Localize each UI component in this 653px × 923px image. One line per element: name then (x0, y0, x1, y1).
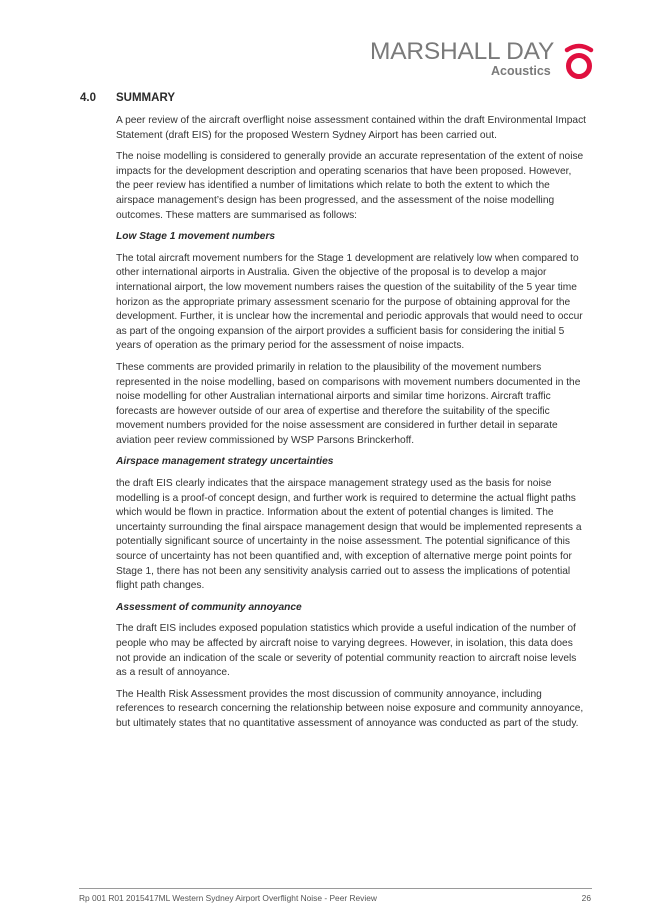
logo-subtitle: Acoustics (491, 64, 551, 78)
logo-wordmark: MARSHALL DAY (370, 38, 555, 65)
paragraph: The total aircraft movement numbers for the Stage 1 development are relatively low when compared to other international airports in Australia. Given the objective of the proposal is to develop a major international airport, the low movement numbers raises the question of the suitability of the 5 year time horizon as the appropriate primary assessment scenario for the purpose of obtaining approval for the development. Further, it is unclear how the incremental and periodic approvals that would need to occur as part of the ongoing expansion of the airport provides a sufficient basis for considering the initial 5 years of operation as the primary period for the assessment of noise impacts. (116, 252, 583, 352)
subheading: Low Stage 1 movement numbers (116, 231, 276, 243)
paragraph: The noise modelling is considered to generally provide an accurate representation of the extent of noise impacts for the development description and operating scenarios that have been proposed. However, the peer review has identified a number of limitations which relate to both the extent to which the airspace management’s design has been progressed, and the assessment of the noise modelling outcomes. These matters are summarised as follows: (116, 151, 584, 221)
footer-reference: Rp 001 R01 2015417ML Western Sydney Airport Overflight Noise - Peer Review (79, 893, 377, 903)
paragraph: The draft EIS includes exposed population statistics which provide a useful indication of the number of people who may be affected by aircraft noise to varying degrees. However, in isolation, this data does not provide an indication of the scale or severity of potential community reaction to aircraft noise levels as a result of annoyance. (116, 623, 577, 679)
subheading: Assessment of community annoyance (116, 601, 302, 613)
company-logo (370, 40, 598, 84)
document-body (116, 114, 588, 739)
footer-divider (79, 888, 592, 889)
paragraph: the draft EIS clearly indicates that the airspace management strategy used as the basis for noise modelling is a proof-of concept design, and further work is required to determine the actual flight paths which would be flown in practice. Information about the extent of potential changes is limited. The uncertainty surrounding the final airspace management design that would be implemented represents a potentially significant source of uncertainty in the noise assessment. The potential significance of this source of uncertainty has not been quantified and, with exception of alternative merge point points for Stage 1, there has not been any sensitivity analysis carried out to assess the implications of potential flight path changes. (116, 478, 582, 592)
paragraph: The Health Risk Assessment provides the most discussion of community annoyance, including references to research concerning the relationship between noise exposure and community annoyance, but ultimately states that no quantitative assessment of annoyance was conducted as part of the study. (116, 688, 584, 729)
section-number: 4.0 (80, 92, 96, 104)
section-title: SUMMARY (116, 92, 175, 104)
section-heading (80, 92, 175, 104)
logo-ring-icon (563, 43, 595, 81)
paragraph: A peer review of the aircraft overflight noise assessment contained within the draft Environmental Impact Statement (draft EIS) for the proposed Western Sydney Airport has been carried out. (116, 115, 586, 141)
paragraph: These comments are provided primarily in relation to the plausibility of the movement numbers represented in the noise modelling, based on comparisons with movement numbers documented in the noise modelling for other Australian international airports and similar time horizons. Aircraft traffic forecasts are however outside of our area of expertise and therefore the suitability of the specific movement numbers provided for the noise assessment are considered in further detail in separate aviation peer review commissioned by WSP Parsons Brinckerhoff. (116, 361, 581, 446)
page-number: 26 (581, 893, 591, 903)
subheading: Airspace management strategy uncertainties (116, 456, 334, 468)
